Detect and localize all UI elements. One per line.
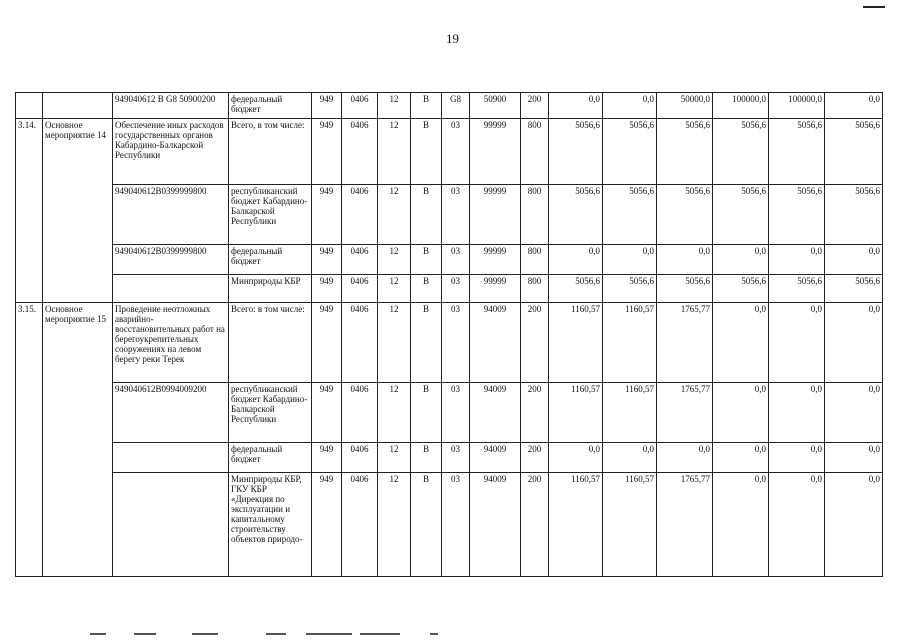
value-cell: 0,0 [549,93,603,119]
value-cell: 5056,6 [713,119,769,185]
event-cell: Основное мероприятие 15 [43,303,113,577]
code-cell: 800 [521,275,549,303]
code-cell: В [411,275,442,303]
value-cell: 0,0 [657,443,713,473]
code-cell: 0406 [342,185,378,245]
value-cell: 0,0 [713,473,769,577]
value-cell: 0,0 [657,245,713,275]
code-cell: 03 [442,185,470,245]
source-cell: Минприроды КБР [229,275,312,303]
code-cell: 0406 [342,303,378,383]
value-cell: 5056,6 [549,275,603,303]
code-cell: 0406 [342,473,378,577]
row-number-cell [16,93,43,119]
code-cell: 03 [442,119,470,185]
code-cell: 800 [521,185,549,245]
code-cell: 94009 [470,303,521,383]
code-cell: В [411,473,442,577]
code-cell: 03 [442,275,470,303]
value-cell: 0,0 [713,443,769,473]
value-cell: 5056,6 [769,185,825,245]
value-cell: 0,0 [825,245,883,275]
row-number-cell: 3.15. [16,303,43,577]
code-cell: 949 [312,473,342,577]
value-cell: 1765,77 [657,473,713,577]
code-cell: В [411,303,442,383]
value-cell: 0,0 [825,443,883,473]
code-cell: 03 [442,443,470,473]
code-cell: 12 [378,185,411,245]
value-cell: 0,0 [713,303,769,383]
description-cell: 949040612В0399999800 [113,185,229,245]
value-cell: 1765,77 [657,303,713,383]
value-cell: 5056,6 [825,185,883,245]
code-cell: 949 [312,93,342,119]
code-cell: 12 [378,119,411,185]
description-cell: Проведение неотложных аварийно-восстановительных работ на берегоукрепительных сооружениях на левом берегу реки Терек [113,303,229,383]
value-cell: 1160,57 [603,473,657,577]
source-cell: Минприроды КБР, ГКУ КБР «Дирекция по эксплуатации и капитальному строительству объектов природо- [229,473,312,577]
value-cell: 5056,6 [657,185,713,245]
code-cell: 12 [378,275,411,303]
value-cell: 0,0 [825,93,883,119]
value-cell: 1160,57 [549,303,603,383]
description-cell: 949040612В0994009200 [113,383,229,443]
source-cell: Всего, в том числе: [229,119,312,185]
code-cell: В [411,185,442,245]
code-cell: 200 [521,303,549,383]
code-cell: В [411,383,442,443]
code-cell: 99999 [470,275,521,303]
source-cell: республиканский бюджет Кабардино-Балкарской Республики [229,185,312,245]
code-cell: В [411,93,442,119]
code-cell: 03 [442,303,470,383]
page-number: 19 [446,31,459,46]
code-cell: 949 [312,383,342,443]
code-cell: 03 [442,245,470,275]
code-cell: 0406 [342,119,378,185]
value-cell: 0,0 [769,303,825,383]
value-cell: 0,0 [603,93,657,119]
value-cell: 0,0 [769,245,825,275]
code-cell: 200 [521,383,549,443]
value-cell: 5056,6 [713,185,769,245]
code-cell: 949 [312,119,342,185]
code-cell: 949 [312,185,342,245]
value-cell: 100000,0 [713,93,769,119]
value-cell: 50000,0 [657,93,713,119]
value-cell: 1160,57 [603,303,657,383]
code-cell: 200 [521,93,549,119]
code-cell: В [411,119,442,185]
event-cell [43,93,113,119]
code-cell: 800 [521,119,549,185]
value-cell: 5056,6 [825,119,883,185]
corner-mark [863,6,885,8]
row-number-cell: 3.14. [16,119,43,303]
value-cell: 5056,6 [657,275,713,303]
code-cell: 200 [521,473,549,577]
code-cell: 0406 [342,245,378,275]
value-cell: 100000,0 [769,93,825,119]
table-row [16,473,883,577]
value-cell: 5056,6 [549,119,603,185]
table-row [16,383,883,443]
value-cell: 0,0 [713,383,769,443]
value-cell: 5056,6 [603,185,657,245]
code-cell: 200 [521,443,549,473]
code-cell: 949 [312,245,342,275]
code-cell: 03 [442,383,470,443]
value-cell: 0,0 [713,245,769,275]
value-cell: 5056,6 [825,275,883,303]
value-cell: 0,0 [769,383,825,443]
event-cell: Основное мероприятие 14 [43,119,113,303]
table-row [16,275,883,303]
code-cell: В [411,443,442,473]
value-cell: 5056,6 [713,275,769,303]
code-cell: 94009 [470,443,521,473]
code-cell: 12 [378,383,411,443]
source-cell: республиканский бюджет Кабардино-Балкарской Республики [229,383,312,443]
value-cell: 5056,6 [603,119,657,185]
value-cell: 0,0 [603,443,657,473]
description-cell: 949040612 В G8 50900200 [113,93,229,119]
code-cell: 12 [378,443,411,473]
table-row [16,185,883,245]
table-row [16,119,883,185]
code-cell: 0406 [342,383,378,443]
description-cell [113,275,229,303]
value-cell: 0,0 [549,245,603,275]
description-cell [113,473,229,577]
code-cell: G8 [442,93,470,119]
budget-table [15,92,883,577]
description-cell [113,443,229,473]
code-cell: 12 [378,245,411,275]
code-cell: 94009 [470,383,521,443]
description-cell: 949040612В0399999800 [113,245,229,275]
code-cell: В [411,245,442,275]
table-row [16,443,883,473]
code-cell: 949 [312,443,342,473]
value-cell: 1160,57 [603,383,657,443]
code-cell: 0406 [342,93,378,119]
value-cell: 1765,77 [657,383,713,443]
code-cell: 03 [442,473,470,577]
value-cell: 0,0 [769,473,825,577]
value-cell: 0,0 [549,443,603,473]
source-cell: федеральный бюджет [229,245,312,275]
code-cell: 0406 [342,275,378,303]
source-cell: федеральный бюджет [229,93,312,119]
value-cell: 0,0 [825,473,883,577]
value-cell: 0,0 [603,245,657,275]
code-cell: 99999 [470,185,521,245]
source-cell: федеральный бюджет [229,443,312,473]
code-cell: 99999 [470,245,521,275]
table-row [16,303,883,383]
value-cell: 5056,6 [549,185,603,245]
value-cell: 5056,6 [769,119,825,185]
code-cell: 0406 [342,443,378,473]
source-cell: Всего: в том числе: [229,303,312,383]
value-cell: 0,0 [825,383,883,443]
code-cell: 800 [521,245,549,275]
value-cell: 1160,57 [549,383,603,443]
code-cell: 12 [378,303,411,383]
value-cell: 5056,6 [657,119,713,185]
code-cell: 949 [312,303,342,383]
code-cell: 949 [312,275,342,303]
table-row [16,93,883,119]
description-cell: Обеспечение иных расходов государственных органов Кабардино-Балкарской Республики [113,119,229,185]
code-cell: 12 [378,93,411,119]
value-cell: 5056,6 [769,275,825,303]
value-cell: 0,0 [769,443,825,473]
code-cell: 50900 [470,93,521,119]
code-cell: 94009 [470,473,521,577]
value-cell: 0,0 [825,303,883,383]
code-cell: 99999 [470,119,521,185]
scan-artifact-marks [90,630,490,636]
value-cell: 5056,6 [603,275,657,303]
value-cell: 1160,57 [549,473,603,577]
table-row [16,245,883,275]
code-cell: 12 [378,473,411,577]
